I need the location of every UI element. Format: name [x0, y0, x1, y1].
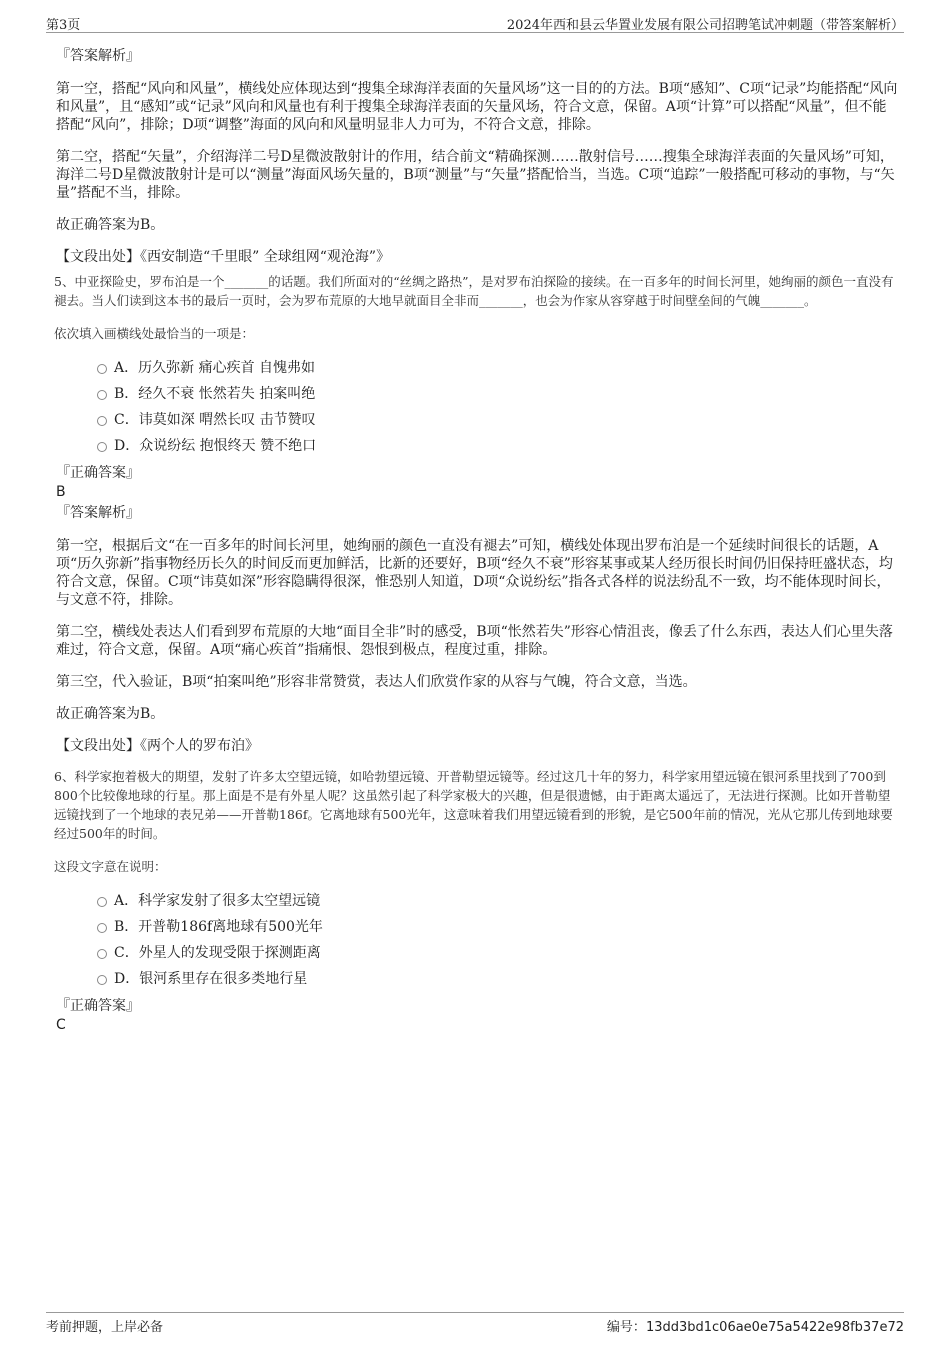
document-code: 编号：13dd3bd1c06ae0e75a5422e98fb37e72: [606, 1320, 904, 1335]
analysis-label: 『答案解析』: [56, 48, 140, 64]
radio-button-icon[interactable]: [97, 442, 107, 452]
analysis-paragraph: 第二空，横线处表达人们看到罗布荒原的大地“面目全非”时的感受，B项“怅然若失”形容心情沮丧，像丢了什么东西，表达人们心里失落难过，符合文意，保留。A项“痛心疾首”指痛恨、怨恨到极点，程度过重，排除。: [56, 624, 893, 658]
option-a[interactable]: A．科学家发射了很多太空望远镜: [56, 888, 898, 914]
document-body: [56, 46, 898, 1034]
conclusion: 故正确答案为B。: [56, 706, 165, 722]
analysis-paragraph: 第一空，搭配“风向和风量”，横线处应体现达到“搜集全球海洋表面的矢量风场”这一目的的方法。B项“感知”、C项“记录”均能搭配“风向和风量”，且“感知”或“记录”风向和风量也有利于搜集全球海洋表面的矢量风场，符合文意，保留。A项“计算”可以搭配“风量”，但不能搭配“风向”，排除；D项“调整”海面的风向和风量明显非人力可为，不符合文意，排除。: [56, 81, 898, 133]
option-d[interactable]: D．众说纷纭 抱恨终天 赞不绝口: [56, 433, 898, 459]
footer-slogan: 考前押题，上岸必备: [46, 1320, 164, 1335]
question-6-options: [56, 888, 898, 992]
analysis-paragraph: 第二空，搭配“矢量”，介绍海洋二号D星微波散射计的作用，结合前文“精确探测……散射信号……搜集全球海洋表面的矢量风场”可知，海洋二号D星微波散射计是可以“测量”海面风场矢量的，B项“测量”与“矢量”搭配恰当，当选。C项“追踪”一般搭配可移动的事物，与“矢量”搭配不当，排除。: [56, 149, 895, 201]
correct-answer: B: [56, 484, 66, 500]
radio-button-icon[interactable]: [97, 949, 107, 959]
analysis-label: 『答案解析』: [56, 505, 140, 521]
option-a[interactable]: A．历久弥新 痛心疾首 自愧弗如: [56, 355, 898, 381]
question-5-prompt: 依次填入画横线处最恰当的一项是：: [54, 326, 255, 341]
question-6-prompt: 这段文字意在说明：: [54, 859, 167, 874]
radio-button-icon[interactable]: [97, 416, 107, 426]
source-citation: 【文段出处】《西安制造“千里眼” 全球组网“观沧海”》: [56, 249, 391, 265]
radio-button-icon[interactable]: [97, 975, 107, 985]
question-6-text: 6、科学家抱着极大的期望，发射了许多太空望远镜，如哈勃望远镜、开普勒望远镜等。经过这几十年的努力，科学家用望远镜在银河系里找到了700到800个比较像地球的行星。那上面是不是有外星人呢？这虽然引起了科学家极大的兴趣，但是很遗憾，由于距离太遥远了，无法进行探测。比如开普勒望远镜找到了一个地球的表兄弟——开普勒186f。它离地球有500光年，这意味着我们用望远镜看到的形貌，是它500年前的情况，光从它那儿传到地球要经过500年的时间。: [54, 769, 893, 841]
option-c[interactable]: C．讳莫如深 喟然长叹 击节赞叹: [56, 407, 898, 433]
correct-answer-label: 『正确答案』: [56, 998, 140, 1014]
option-d[interactable]: D．银河系里存在很多类地行星: [56, 966, 898, 992]
radio-button-icon[interactable]: [97, 390, 107, 400]
page-footer: [46, 1312, 904, 1335]
radio-button-icon[interactable]: [97, 923, 107, 933]
question-5-options: [56, 355, 898, 459]
correct-answer-label: 『正确答案』: [56, 465, 140, 481]
radio-button-icon[interactable]: [97, 364, 107, 374]
analysis-paragraph: 第一空，根据后文“在一百多年的时间长河里，她绚丽的颜色一直没有褪去”可知，横线处体现出罗布泊是一个延续时间很长的话题，A项“历久弥新”指事物经历长久的时间反而更加鲜活，比新的还要好，B项“经久不衰”形容某事或某人经历很长时间仍旧保持旺盛状态，均符合文意，保留。C项“讳莫如深”形容隐瞒得很深，惟恐别人知道，D项“众说纷纭”指各式各样的说法纷乱不一致，均不能体现时间长，与文意不符，排除。: [56, 538, 893, 608]
option-b[interactable]: B．开普勒186f离地球有500光年: [56, 914, 898, 940]
analysis-paragraph: 第三空，代入验证，B项“拍案叫绝”形容非常赞赏，表达人们欣赏作家的从容与气魄，符合文意，当选。: [56, 674, 697, 690]
page-header: [46, 14, 904, 33]
source-citation: 【文段出处】《两个人的罗布泊》: [56, 738, 259, 754]
option-b[interactable]: B．经久不衰 怅然若失 拍案叫绝: [56, 381, 898, 407]
option-c[interactable]: C．外星人的发现受限于探测距离: [56, 940, 898, 966]
correct-answer: C: [56, 1017, 66, 1033]
radio-button-icon[interactable]: [97, 897, 107, 907]
page-number: 第3页: [46, 18, 81, 33]
conclusion: 故正确答案为B。: [56, 217, 165, 233]
document-title: 2024年西和县云华置业发展有限公司招聘笔试冲刺题（带答案解析）: [506, 18, 904, 33]
question-5-text: 5、中亚探险史，罗布泊是一个_______的话题。我们所面对的“丝绸之路热”，是对罗布泊探险的接续。在一百多年的时间长河里，她绚丽的颜色一直没有褪去。当人们读到这本书的最后一页时，会为罗布荒原的大地早就面目全非而_______，也会为作家从容穿越于时间壁垒间的气魄_______。: [54, 274, 894, 308]
